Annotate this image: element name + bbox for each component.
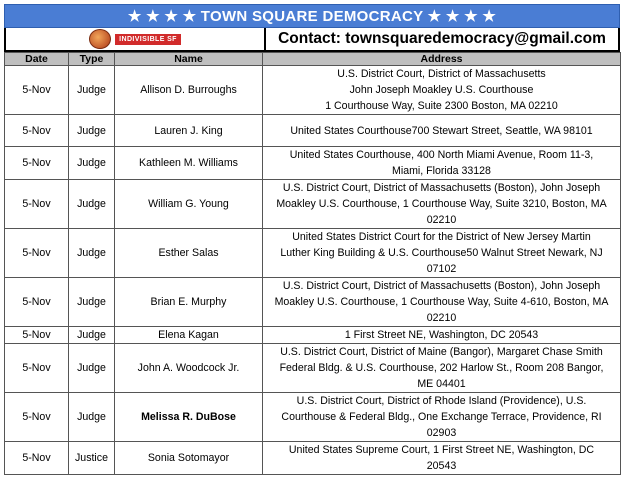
- address-line: U.S. District Court, District of Massachusetts: [337, 68, 546, 80]
- address-line: Federal Bldg. & U.S. Courthouse, 202 Harlow St., Room 208 Bangor,: [279, 362, 604, 374]
- cell-type[interactable]: Judge: [69, 180, 115, 229]
- cell-type[interactable]: Judge: [69, 147, 115, 180]
- cell-date[interactable]: 5-Nov: [5, 180, 69, 229]
- address-line: 02210: [426, 312, 457, 324]
- cell-address[interactable]: [263, 180, 621, 229]
- header-address[interactable]: Address: [263, 53, 621, 66]
- address-line: 20543: [426, 460, 457, 472]
- address-line: United States Supreme Court, 1 First Street NE, Washington, DC: [288, 444, 595, 456]
- cell-address[interactable]: [263, 344, 621, 393]
- cell-type[interactable]: Judge: [69, 344, 115, 393]
- address-line: Moakley U.S. Courthouse, 1 Courthouse Way, Suite 4-610, Boston, MA: [274, 296, 609, 308]
- table-row: [5, 66, 621, 115]
- table-row: [5, 278, 621, 327]
- address-line: U.S. District Court, District of Maine (Bangor), Margaret Chase Smith: [280, 346, 603, 358]
- cell-address[interactable]: [263, 147, 621, 180]
- cell-type[interactable]: Judge: [69, 115, 115, 147]
- cell-name[interactable]: Kathleen M. Williams: [115, 147, 263, 180]
- cell-address[interactable]: [263, 442, 621, 475]
- cell-name[interactable]: Melissa R. DuBose: [115, 393, 263, 442]
- address-line: John Joseph Moakley U.S. Courthouse: [349, 84, 534, 96]
- address-line: 1 Courthouse Way, Suite 2300 Boston, MA 02210: [325, 100, 558, 112]
- table-row: [5, 327, 621, 344]
- cell-name[interactable]: Elena Kagan: [115, 327, 263, 344]
- header-name[interactable]: Name: [115, 53, 263, 66]
- address-line: 02210: [426, 214, 457, 226]
- address-line: United States District Court for the District of New Jersey Martin: [292, 231, 591, 243]
- cell-type[interactable]: Judge: [69, 278, 115, 327]
- table-header-row: [5, 53, 621, 66]
- address-line: U.S. District Court, District of Massachusetts (Boston), John Joseph: [282, 182, 601, 194]
- cell-type[interactable]: Judge: [69, 66, 115, 115]
- address-line: Moakley U.S. Courthouse, 1 Courthouse Way, Suite 3210, Boston, MA: [276, 198, 607, 210]
- judges-table: [4, 52, 621, 475]
- cell-name[interactable]: John A. Woodcock Jr.: [115, 344, 263, 393]
- cell-name[interactable]: Sonia Sotomayor: [115, 442, 263, 475]
- header-date[interactable]: Date: [5, 53, 69, 66]
- address-line: Miami, Florida 33128: [392, 165, 491, 177]
- address-line: Courthouse & Federal Bldg., One Exchange Terrace, Providence, RI: [281, 411, 602, 423]
- cell-type[interactable]: Judge: [69, 393, 115, 442]
- cell-name[interactable]: Allison D. Burroughs: [115, 66, 263, 115]
- table-row: [5, 442, 621, 475]
- cell-date[interactable]: 5-Nov: [5, 442, 69, 475]
- cell-date[interactable]: 5-Nov: [5, 278, 69, 327]
- contact-row: [4, 28, 620, 52]
- cell-date[interactable]: 5-Nov: [5, 327, 69, 344]
- cell-address[interactable]: [263, 229, 621, 278]
- cell-name[interactable]: William G. Young: [115, 180, 263, 229]
- cell-address[interactable]: [263, 327, 621, 344]
- spreadsheet-sheet: [4, 4, 620, 475]
- address-line: United States Courthouse, 400 North Miami Avenue, Room 11-3,: [289, 149, 594, 161]
- indivisible-logo-icon: [89, 29, 111, 49]
- header-type[interactable]: Type: [69, 53, 115, 66]
- cell-type[interactable]: Justice: [69, 442, 115, 475]
- cell-date[interactable]: 5-Nov: [5, 115, 69, 147]
- cell-address[interactable]: [263, 66, 621, 115]
- cell-type[interactable]: Judge: [69, 229, 115, 278]
- contact-email[interactable]: Contact: townsquaredemocracy@gmail.com: [278, 30, 606, 47]
- cell-type[interactable]: Judge: [69, 327, 115, 344]
- cell-name[interactable]: Esther Salas: [115, 229, 263, 278]
- address-line: U.S. District Court, District of Massachusetts (Boston), John Joseph: [282, 280, 601, 292]
- address-line: 1 First Street NE, Washington, DC 20543: [344, 329, 539, 341]
- address-line: 07102: [426, 263, 457, 275]
- address-line: Luther King Building & U.S. Courthouse50 Walnut Street Newark, NJ: [280, 247, 603, 259]
- logo-text: INDIVISIBLE SF: [115, 34, 181, 45]
- table-row: [5, 115, 621, 147]
- address-line: 02903: [426, 427, 457, 439]
- table-row: [5, 229, 621, 278]
- banner-title: ★ ★ ★ ★ TOWN SQUARE DEMOCRACY ★ ★ ★ ★: [4, 4, 620, 28]
- cell-date[interactable]: 5-Nov: [5, 147, 69, 180]
- cell-address[interactable]: [263, 278, 621, 327]
- cell-name[interactable]: Brian E. Murphy: [115, 278, 263, 327]
- cell-date[interactable]: 5-Nov: [5, 66, 69, 115]
- logo-cell: [6, 28, 266, 50]
- table-row: [5, 393, 621, 442]
- table-row: [5, 147, 621, 180]
- address-line: U.S. District Court, District of Rhode Island (Providence), U.S.: [296, 395, 587, 407]
- cell-date[interactable]: 5-Nov: [5, 393, 69, 442]
- address-line: ME 04401: [417, 378, 466, 390]
- cell-date[interactable]: 5-Nov: [5, 229, 69, 278]
- address-line: United States Courthouse700 Stewart Street, Seattle, WA 98101: [290, 124, 593, 137]
- table-row: [5, 180, 621, 229]
- cell-address[interactable]: [263, 393, 621, 442]
- cell-address[interactable]: [263, 115, 621, 147]
- cell-date[interactable]: 5-Nov: [5, 344, 69, 393]
- table-body: [5, 66, 621, 475]
- cell-name[interactable]: Lauren J. King: [115, 115, 263, 147]
- table-row: [5, 344, 621, 393]
